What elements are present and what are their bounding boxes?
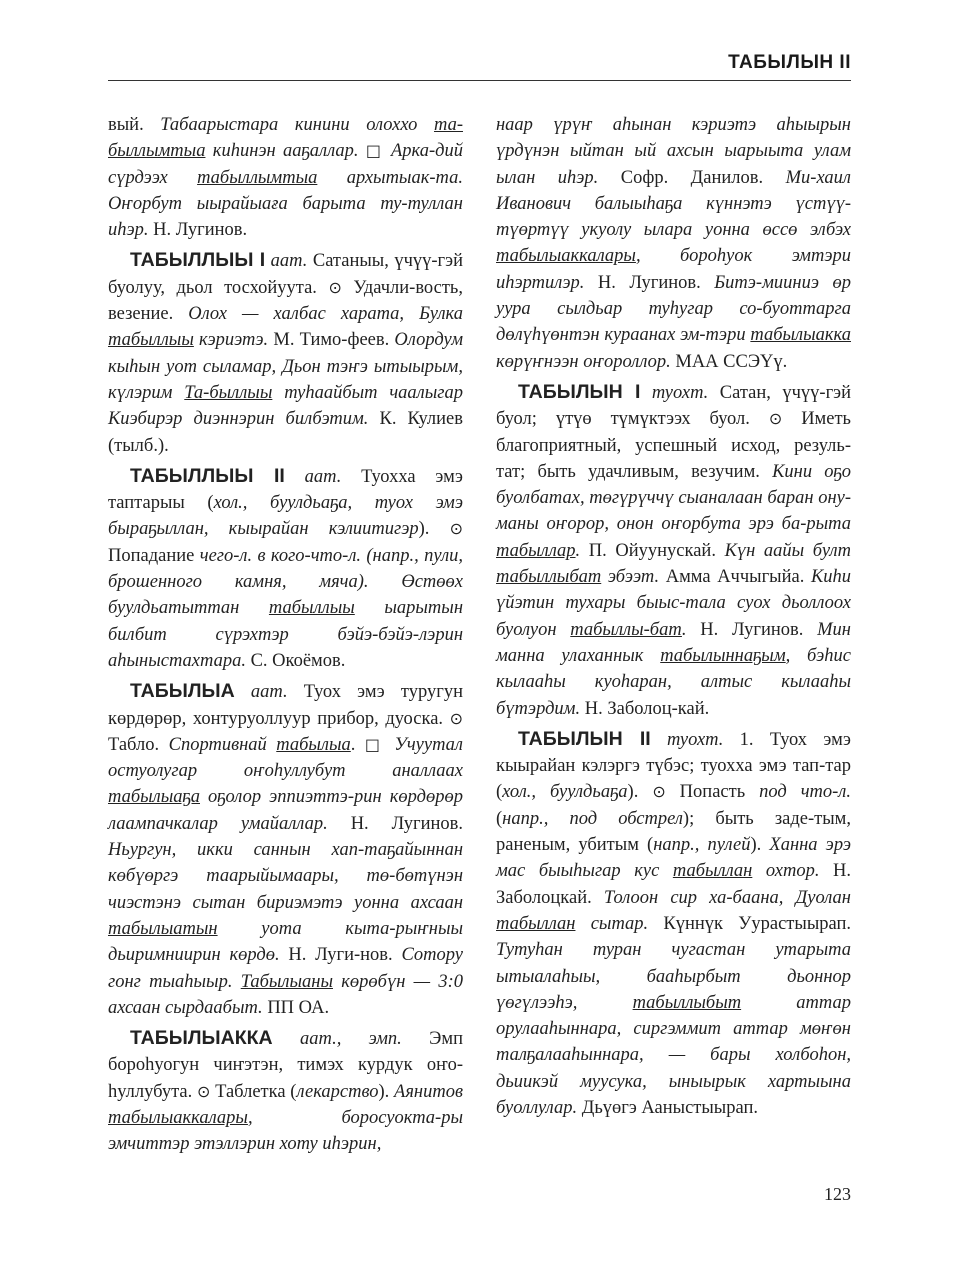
underlined-term: табыллыбат [496, 567, 602, 588]
underlined-term: табыллар [496, 540, 576, 561]
running-head: ТАБЫЛЫН II [728, 52, 851, 73]
underlined-term: табыллан [496, 913, 576, 934]
square-symbol: □ [365, 141, 384, 161]
entry-continuation: вый. Табаарыстара кинини олоххо та-быллымтыа киһинэн ааҕаллар. □ Арка-дий сүрдээх табыллымтыа архытыак-та. Оҥорбут ыырайыаға барыта ту-туллан иһэр. Н. Лугинов. [108, 115, 464, 241]
underlined-term: Табылыаны [240, 971, 333, 992]
underlined-term: табыллымтыа [197, 167, 318, 188]
underlined-term: табылыннаҕым [660, 645, 786, 666]
square-symbol: □ [364, 734, 385, 754]
entry-tabyllyy-2: ТАБЫЛЛЫЫ II аат. Туохха эмэ таптарыы (хол., буулдьаҕа, туох эмэ быраҕыллан, кыырайан кэлиитигэр). ⊙ Попадание чего-л. в кого-что-л. (напр., пули, брошенного камня, мяча). Өстөөх буулдьатыттан табыллыы ыарытын билбит сүрэхтэр бэйэ-бэйэ-лэрин аһыныстахтара. С. Окоёмов. [108, 464, 464, 671]
entry-continuation: наар үрүҥ аһынан кэриэтэ аһыырын үрдүнэн ыйтан ый ахсын ыарыыта улам ылан иһэр. Софр. Данилов. Ми-хаил Иванович балыыһаҕа күннэтэ үстүү-түөртүү укуолу ылара уонна өссө элбэх табылыаккалары, бороһуок эмтэри иһэртилэр. Н. Лугинов. Битэ-мииниэ өр уура сылдьар туһугар со-буоттарга дөлүһүөнтэн кураанах эм-тэри табылыакка көрүҥнээн оҥороллор. МАА ССЭҮү. [496, 115, 851, 372]
entry-tabylyn-2: ТАБЫЛЫН II туохт. 1. Туох эмэ кыырайан кэлэргэ түбэс; туохха эмэ тап-тар (хол., буулдьаҕа). ⊙ Попасть под что-л. (напр., под обстрел); быть заде-тым, раненым, убитым (напр., пулей). Ханна эрэ мас быыһыгар кус табыллан охтор. Н. Заболоцкай. Толоон сир ха-баана, Дуолан табыллан сытар. Күннүк Уурастыырап. Тутуһан туран чугастан утарыта ытыалаһыы, бааһырбыт дьоннор үөгүлээһэ, табыллыбыт аттар орулааһыннара, сиргэммит аттар мөҥөн талҕалааһыннара, — бары холбоһон, дьиикэй муусука, ыныырык хартыына буоллулар. Дьүөгэ Ааныстыырап. [496, 727, 852, 1118]
underlined-term: та-быллымтыа [108, 115, 463, 162]
headword: ТАБЫЛЛЫЫ I [130, 249, 266, 272]
underlined-term: табыллан [672, 861, 753, 882]
circle-dot-icon: ⊙ [652, 782, 666, 802]
entry-tabyllyy-1: ТАБЫЛЛЫЫ I аат. Сатаныы, үчүү-гэй буолуу, дьол тосхойуута. ⊙ Удачли-вость, везение. Олох — халбас харата, Булка табыллыы кэриэтэ. М. Тимо-феев. Олордум кыһын уот сыламар, Дьон тэҥэ ытыырым, күлэрим Та-быллыы туһаайбыт чаалыгар Киэбирэр диэннэрин билбэтим. К. Кулиев (тылб.). [108, 249, 464, 456]
entry-tabylyakka: ТАБЫЛЫАККА аат., эмп. Эмп бороһуогун чиҥэтэн, тимэх курдук оҥо-һуллубута. ⊙ Таблетка (лекарство). Аянитов табылыаккалары, боросуокта-ры эмчиттэр этэллэрин хоту иһэрин, [108, 1027, 463, 1155]
underlined-term: табылыатын [108, 918, 218, 939]
underlined-term: табыллыы [108, 330, 194, 351]
page-number: 123 [824, 1184, 851, 1204]
entry-tabylya: ТАБЫЛЫА аат. Туох эмэ туругун көрдөрөр, хонтуруоллуур прибор, дуоска. ⊙ Табло. Спортивнай табылыа. □ Учуутал остуолугар оҥоһуллубут аналлаах табылыаҕа оҕолор эппиэттэ-рин көрдөрөр лаампачкалар умайаллар. Н. Лугинов. Ньургун, икки саннын хап-таҕайыннан көбүөргэ таарыйымаары, тө-бөтүнэн чиэстэнэ сытан бириэмэтэ уонна ахсаан табылыатын уота кыта-рыҥныы дьиримниирин көрдө. Н. Луги-нов. Сотору гонг тыаһыыр. Табылыаны көрөбүн — 3:0 ахсаан сырдаабыт. ПП ОА. [108, 680, 464, 1018]
underlined-term: табылыакка [750, 325, 851, 346]
headword: ТАБЫЛЫА [130, 680, 235, 703]
underlined-term: табыллыбыт [632, 992, 742, 1013]
underlined-term: табылыаҕа [108, 787, 200, 808]
entry-tabylyn-1: ТАБЫЛЫН I туохт. Сатан, үчүү-гэй буол; үтүө түмүктээх буол. ⊙ Иметь благоприятный, успешный исход, резуль-тат; быть удачливым, везучим. Кини оҕо буолбатах, төгүрүччү сыаналаан баран ону-маны оҥорор, онон оҥорбута эрэ ба-рыта табыллар. П. Ойуунускай. Күн аайы булт табыллыбат эбээт. Амма Аччыгыйа. Киһи үйэтин тухары быыс-тала суох дьоллоох буолуон табыллы-бат. Н. Лугинов. Мин манна улаханнык табылыннаҕым, бэһис кылааһы куоһаран, алтыс кылааһы бүтэрдим. Н. Заболоц-кай. [496, 380, 851, 719]
right-column [496, 112, 851, 1125]
circle-dot-icon: ⊙ [449, 708, 463, 728]
underlined-term: табыллы-бат [570, 619, 682, 640]
circle-dot-icon: ⊙ [768, 409, 783, 429]
headword: ТАБЫЛЫАККА [130, 1027, 273, 1050]
headword: ТАБЫЛЫН I [518, 380, 641, 403]
underlined-term: табылыаккалары [496, 246, 636, 267]
circle-dot-icon: ⊙ [449, 519, 463, 539]
underlined-term: табыллыы [268, 598, 355, 619]
underlined-term: табылыаккалары [108, 1107, 248, 1128]
left-column [108, 112, 463, 1162]
headword: ТАБЫЛЫН II [518, 727, 651, 750]
circle-dot-icon: ⊙ [328, 277, 342, 297]
headword: ТАБЫЛЛЫЫ II [130, 464, 285, 487]
underlined-term: табылыа [276, 734, 351, 755]
underlined-term: Та-быллыы [184, 382, 273, 403]
circle-dot-icon: ⊙ [196, 1081, 211, 1101]
header-rule [108, 80, 851, 81]
